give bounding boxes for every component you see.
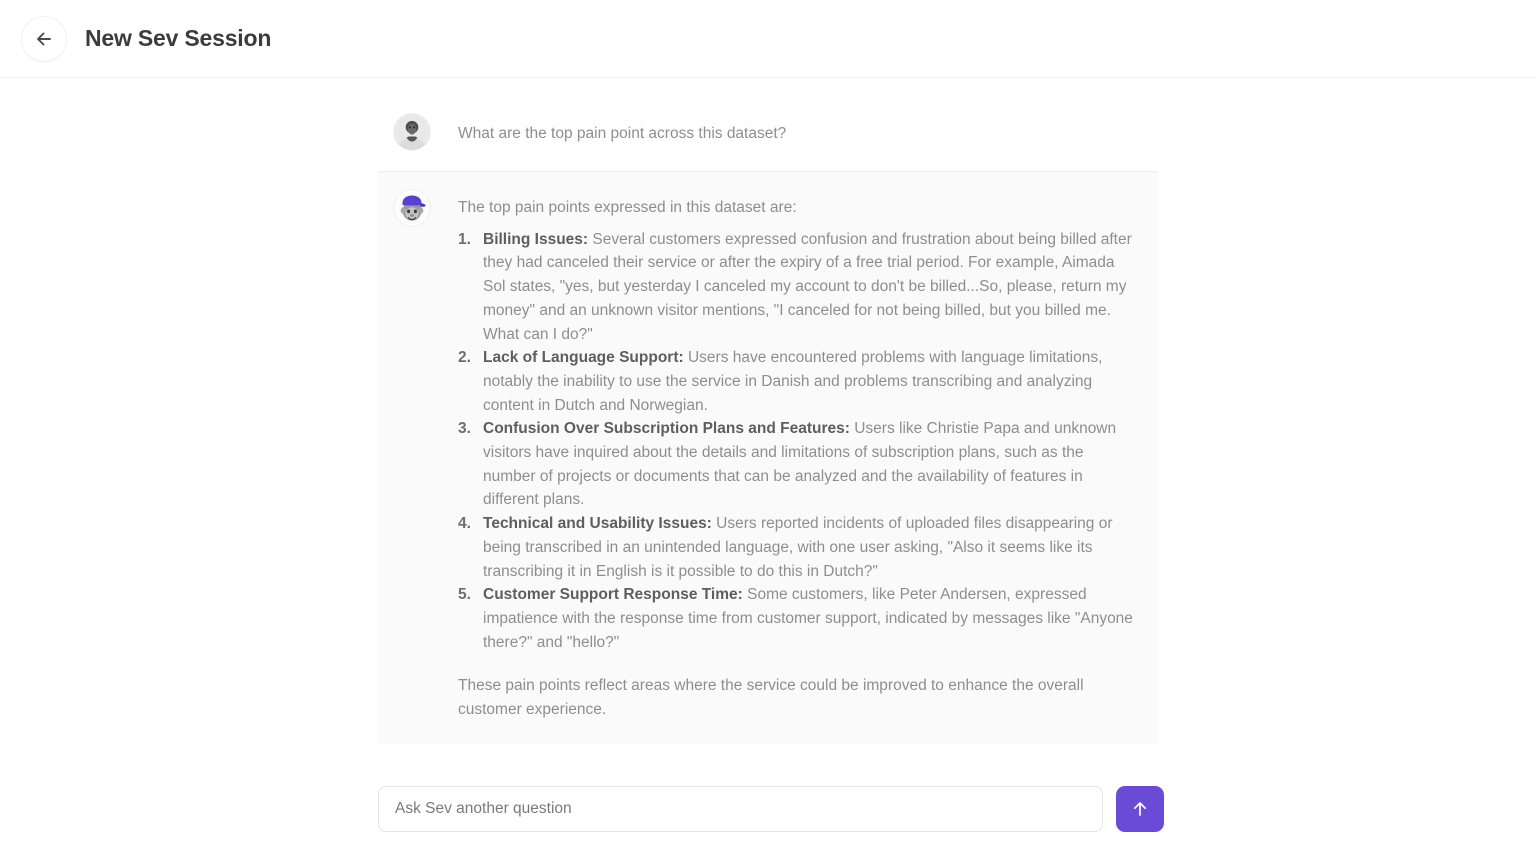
app-header (0, 0, 1536, 78)
page-title: New Sev Session (85, 25, 272, 51)
pain-point-body: Users have encountered problems with language limitations, notably the inability to use the service in Danish and problems transcribing and analyzing content in Dutch and Norwegian. (483, 349, 1103, 414)
list-item (458, 583, 1138, 654)
user-message (394, 78, 1174, 150)
send-button[interactable] (1116, 786, 1164, 832)
pain-point-title: Confusion Over Subscription Plans and Features: (483, 420, 850, 438)
list-item (458, 346, 1138, 417)
list-item (458, 417, 1138, 512)
pain-point-title: Billing Issues: (483, 230, 589, 248)
pain-point-body: Some customers, like Peter Andersen, expressed impatience with the response time from customer support, indicated by messages like "Anyone there?" and "hello?" (483, 586, 1133, 651)
list-item (458, 228, 1138, 347)
pain-point-body: Users like Christie Papa and unknown visitors have inquired about the details and limitations of subscription plans, such as the number of projects or documents that can be analyzed and the availability of features in different plans. (483, 420, 1117, 509)
conversation-scroll-area[interactable] (0, 78, 1536, 858)
pain-point-title: Customer Support Response Time: (483, 586, 743, 604)
pain-point-body: Several customers expressed confusion and frustration about being billed after they had canceled their service or after the expiry of a free trial period. For example, Aimada Sol states, "yes, but yesterday I canceled my account to don't be billed...So, please, return my money" and an unknown visitor mentions, "I canceled for not being billed, but you billed me. What can I do?" (483, 230, 1132, 343)
arrow-up-icon (1130, 799, 1150, 819)
list-item (458, 512, 1138, 583)
pain-point-title: Technical and Usability Issues: (483, 515, 712, 533)
user-message-text: What are the top pain point across this dataset? (458, 125, 787, 142)
pain-points-list (458, 228, 1138, 655)
user-avatar (394, 114, 430, 150)
back-button[interactable] (22, 17, 66, 61)
assistant-intro: The top pain points expressed in this dataset are: (458, 199, 797, 216)
pain-point-title: Lack of Language Support: (483, 349, 684, 367)
composer-bar (0, 786, 1536, 858)
assistant-closing-text: These pain points reflect areas where the service could be improved to enhance the overall customer experience. (458, 677, 1084, 719)
assistant-message-body (458, 196, 1138, 722)
pain-point-body: Users reported incidents of uploaded files disappearing or being transcribed in an unintended language, with one user asking, "Also it seems like its transcribing it in English is it possible to do this in Dutch?" (483, 515, 1113, 580)
ask-sev-input[interactable] (378, 786, 1103, 832)
arrow-left-icon (33, 28, 55, 50)
sev-assistant-avatar (394, 190, 430, 226)
assistant-message (378, 171, 1158, 744)
